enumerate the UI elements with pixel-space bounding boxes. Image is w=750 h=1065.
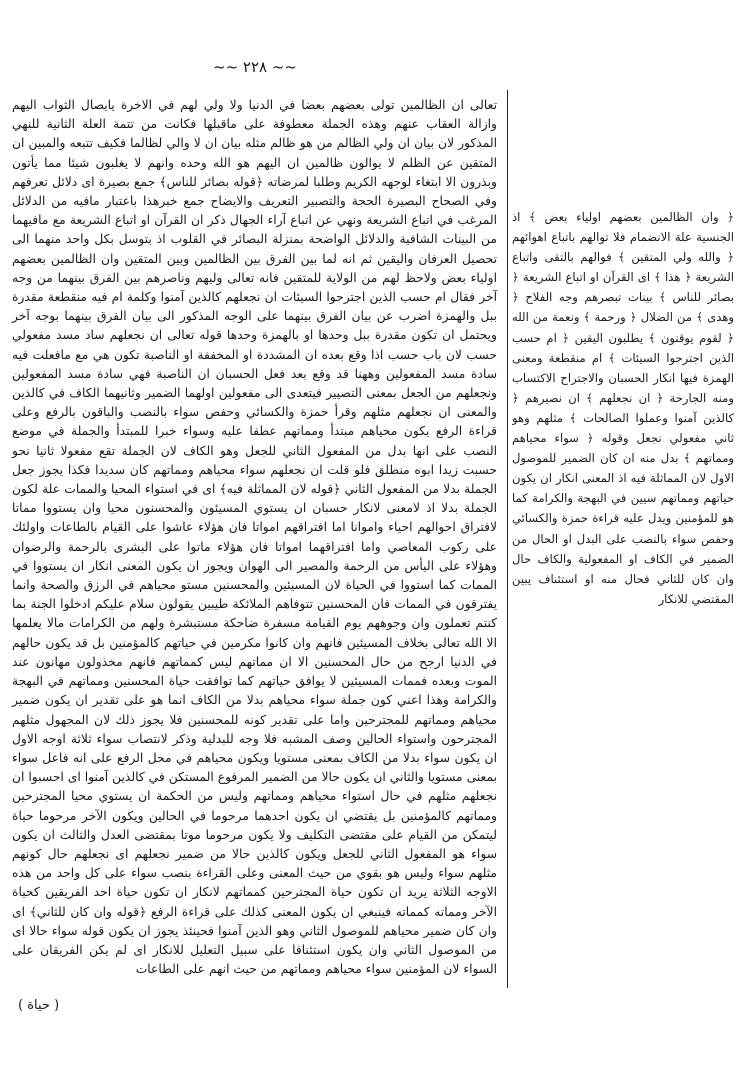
margin-note <box>512 207 734 707</box>
page-number: ~~ ٢٢٨ ~~ <box>213 58 297 76</box>
margin-note-text: ﴿ وان الظالمين بعضهم اولياء بعض ﴾ اذ الجنسية علة الانضمام فلا توالهم باتباع اهوائهم ﴿ والله ولي المتقين ﴾ فوالهم بالتقى واتباع الشريعة ﴿ هذا ﴾ اى القرآن او اتباع الشريعة ﴿ بصائر للناس ﴾ بينات تبصرهم وجه الفلاح ﴿ وهدى ﴾ من الضلال ﴿ ورحمة ﴾ ونعمة من الله ﴿ لقوم يوقنون ﴾ يطلبون اليقين ﴿ ام حسب الذين اجترحوا السيئات ﴾ ام منقطعة ومعنى الهمزة فيها انكار الحسبان والاجتراح الاكتساب ومنه الجارحة ﴿ ان نجعلهم ﴾ ان نصيرهم ﴿ كالذين آمنوا وعملوا الصالحات ﴾ مثلهم وهو ثاني مفعولي نجعل وقوله ﴿ سواء محياهم ومماتهم ﴾ بدل منه ان كان الضمير للموصول الاول لان المماثلة فيه اذ المعنى انكار ان يكون حياتهم ومماتهم سيين في البهجة والكرامة كما هو للمؤمنين ويدل عليه قراءة حمزة والكسائي وحفص سواء بالنصب على البدل او الحال من الضمير في الكاف او المفعولية والكاف حال وان كان للثاني فحال منه او استئناف يبين المقتضي للانكار <box>512 210 734 606</box>
commentary-body: تعالى ان الظالمين تولى بعضهم بعضا في الدنيا ولا ولي لهم في الاخرة يايصال الثواب اليهم وازالة العقاب عنهم وهذه الجملة معطوفة على ماقبلها فكانت من تتمة العلة الثانية للنهي المذكور لان بيان ان ولي الظالم من هو ظالم مثله بيان ان لا والي لظالما فكيف تتبعه والمبين ان المتقين عن الظلم لا يوالون ظالمين ان اليهم هو الله وحده وانهم لا يغلبون شيئا مما يأتون وبذرون الا ابتغاء لوجهه الكريم وطلبا لمرضاته ﴿قوله بصائر للناس﴾ جمع بصيرة اى دلائل تعرفهم وفي الصحاح البصيرة الحجة والتصبير التعريف والايضاح جمع خبرهذا باعتبار مافيه من الدلائل المرغب في اتباع الشريعة ونهي عن اتباع آراء الجهال ذكر ان القرآن او اتباع الشريعة مع مافيهما من البينات الشافية والدلائل الواضحة بمنزلة البصائر في القلوب اذ بتوسل بكل واحد منهما الى تحصيل العرفان واليقين ثم انه لما بين الفرق بين الظالمين وبين المتقين وان الظالمين بعضهم اولياء بعض ولاحظ لهم من الولاية للمتقين فانه تعالى وليهم وناصرهم بين الفرق بينهما من وجه آخر فقال ام حسب الذين اجترحوا السيئات ان نجعلهم كالذين آمنوا وكلمة ام فيه منقطعة مقدرة ببل والهمزة اضرب عن بيان الفرق بينهما على الوجه المذكور الى بيان الفرق بينهما بوجه آخر ويحتمل ان تكون مقدرة ببل وحدها او بالهمزة وحدها قوله تعالى ان نجعلهم ساد مسد مفعولي حسب لان باب حسب اذا وقع بعده ان المشددة او المخففة او الناصبة تكون هي مع مافعلت فيه سادة مسد المفعولين وههنا قد وقع بعد فعل الحسبان ان الناصبة فهي سادة مسد المفعولين ونجعلهم من الجعل بمعنى التصيير فيتعدى الى مفعولين اولهما الضمير وثانيهما الكاف في كالذين والمعنى ان نجعلهم مثلهم وقرأ حمزة والكسائي وحفص سواء بالنصب والباقون بالرفع وعلى قراءة الرفع يكون محياهم مبتدأ ومماتهم عطفا عليه وسواء خبرا للمبتدأ والجملة في موضع النصب على انها بدل من المفعول الثاني للجعل وهو الكاف لان الجملة تقع مفعولا ثانيا نحو حسبت زيدا ابوه منطلق فلو قلت ان نجعلهم سواء محياهم ومماتهم كان سديدا فكذا يجوز جعل الجملة بدلا من المفعول الثاني ﴿قوله لان المماثلة فيه﴾ اى في استواء المحيا والممات علة لكون الجملة بدلا اذ لامعنى لانكار حسبان ان يستوي المسيئون والمحسنون محيا وان يستووا مماتا لافتراق احوالهم احياء واموانا اما افتراقهم امواتا فان هؤلاء عاشوا على القيام بالطاعات واولئك على ركوب المعاصي واما افتراقهما امواتا فان هؤلاء ماتوا على البشرى بالرحمة والرضوان وهؤلاء على اليأس من الرحمة والمصير الى الهوان ويجوز ان يكون المعنى انكار ان يستووا في الممات كما استووا في الحياة لان المسيئين والمحسنين مستو محياهم في الرزق والصحة وانما يفترقون في الممات فان المحسنين تتوفاهم الملائكة طيبين يقولون سلام عليكم ادخلوا الجنة بما كنتم تعملون وان وجوههم يوم القيامة مسفرة ضاحكة مستبشرة ولهم من الكرامات مالا يعلمها الا الله تعالى بخلاف المسيئين فانهم وان كانوا مكرمين في حياتهم كالمؤمنين بل قد يكون حالهم في الدنيا ارجح من حال المحسنين الا ان مماتهم ليس كمماتهم فانهم مخذولون مهانون عند الموت وبعده فممات المسيئين لا يوافق حياتهم كما توافقت حياة المحسنين ومماتهم في البهجة والكرامة وهذا اعني كون جملة سواء محياهم بدلا من الكاف انما هو على تقدير ان يكون ضمير محياهم ومماتهم للمجترحين واما على تقدير كونه للمحسنين فلا يجوز ذلك لان المجهول مثلهم المجترحون واستواء الحالين وصف المشبه فلا وجه للبدلية وذكر لانتصاب سواء ثلاثة اوجه الاول ان يكون سواء بدلا من الكاف بمعنى مستويا ويكون محياهم في محل الرفع على انه فاعل سواء بمعنى مستويا والثاني ان يكون حالا من الضمير المرفوع المستكن في كالذين آمنوا اى احسبوا ان نجعلهم مثلهم في حال استواء محياهم ومماتهم وليس من الحكمة ان يستوي محيا المجترحين ومماتهم كالمؤمنين بل يقتضي ان يكون احدهما مرحوما في الحالين ويكون الآخر مرحوما حياة ليتمكن من القيام على مقتضى التكليف ولا يكون مرحوما موتا بمقتضى العدل والثالث ان يكون سواء هو المفعول الثاني للجعل ويكون كالذين حالا من ضمير نجعلهم اى نجعلهم حال كونهم مثلهم سواء وليس هو بقوي من حيث المعنى وعلى القراءة بنصب سواء على كل واحد من هذه الاوجه الثلاثة يريد ان تكون حياة المجترحين كمماتهم لانكار ان تكون حياة احد الفريقين كحياة الآخر ومماته كمماته فينبغي ان يكون المعنى كذلك على قراءة الرفع ﴿قوله وان كان للثاني﴾ اى وان كان ضمير محياهم للموصول الثاني وهو الذين آمنوا فحينئذ يجوز ان يكون قوله سواء حالا اى من الموصول الثاني وان يكون استئنافا على سبيل التعليل للانكار اى لم يكن الفريقان على السواء لان المؤمنين سواء محياهم ومماتهم من حيث انهم على الطاعات <box>12 98 497 977</box>
catchword: ( حياة ) <box>18 998 60 1013</box>
page-header <box>205 58 305 76</box>
main-text-frame <box>0 90 508 988</box>
